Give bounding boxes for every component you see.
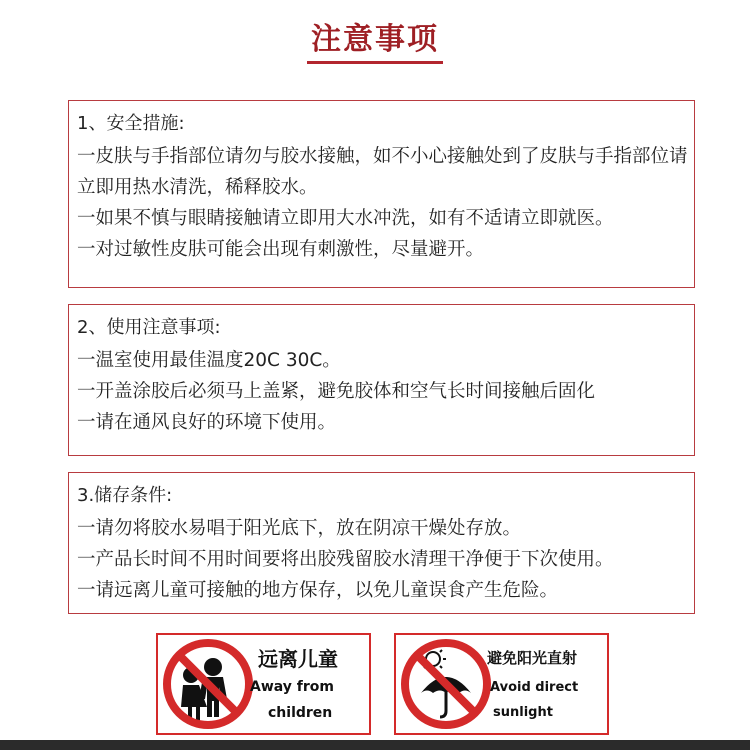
sign-cn-text: 避免阳光直射 — [487, 649, 578, 667]
avoid-sunlight-sign — [394, 633, 609, 735]
section-line: 一开盖涂胶后必须马上盖紧，避免胶体和空气长时间接触后固化 — [77, 381, 596, 402]
section-line: 一如果不慎与眼睛接触请立即用大水冲洗，如有不适请立即就医。 — [77, 208, 614, 229]
keep-away-from-children-sign — [156, 633, 371, 735]
safety-measures-section — [68, 100, 695, 288]
section-line: 一对过敏性皮肤可能会出现有刺激性，尽量避开。 — [77, 239, 485, 260]
sign-en-text: Away from — [250, 679, 334, 695]
section-heading: 1、安全措施: — [77, 113, 185, 134]
sign-en-text: children — [268, 705, 333, 721]
page-title: 注意事项 — [0, 14, 750, 64]
sign-en-text: sunlight — [493, 705, 553, 720]
storage-conditions-section — [68, 472, 695, 614]
section-heading: 3.储存条件: — [77, 485, 173, 506]
section-line: 一温室使用最佳温度20C 30C。 — [77, 350, 341, 371]
section-line: 一请勿将胶水易唱于阳光底下，放在阴凉干燥处存放。 — [77, 518, 522, 539]
section-line: 一请在通风良好的环境下使用。 — [77, 412, 337, 433]
section-line: 一皮肤与手指部位请勿与胶水接触，如不小心接触处到了皮肤与手指部位请立即用热水清洗，稀释胶水。 — [77, 146, 688, 198]
section-line: 一产品长时间不用时间要将出胶残留胶水清理干净便于下次使用。 — [77, 549, 614, 570]
sign-en-text: Avoid direct — [490, 680, 579, 695]
section-heading: 2、使用注意事项: — [77, 317, 221, 338]
usage-notes-section — [68, 304, 695, 456]
no-sunlight-icon — [399, 637, 493, 731]
no-children-icon — [161, 637, 255, 731]
bottom-edge-strip — [0, 740, 750, 750]
section-line: 一请远离儿童可接触的地方保存，以免儿童误食产生危险。 — [77, 580, 559, 601]
sign-cn-text: 远离儿童 — [258, 647, 338, 671]
